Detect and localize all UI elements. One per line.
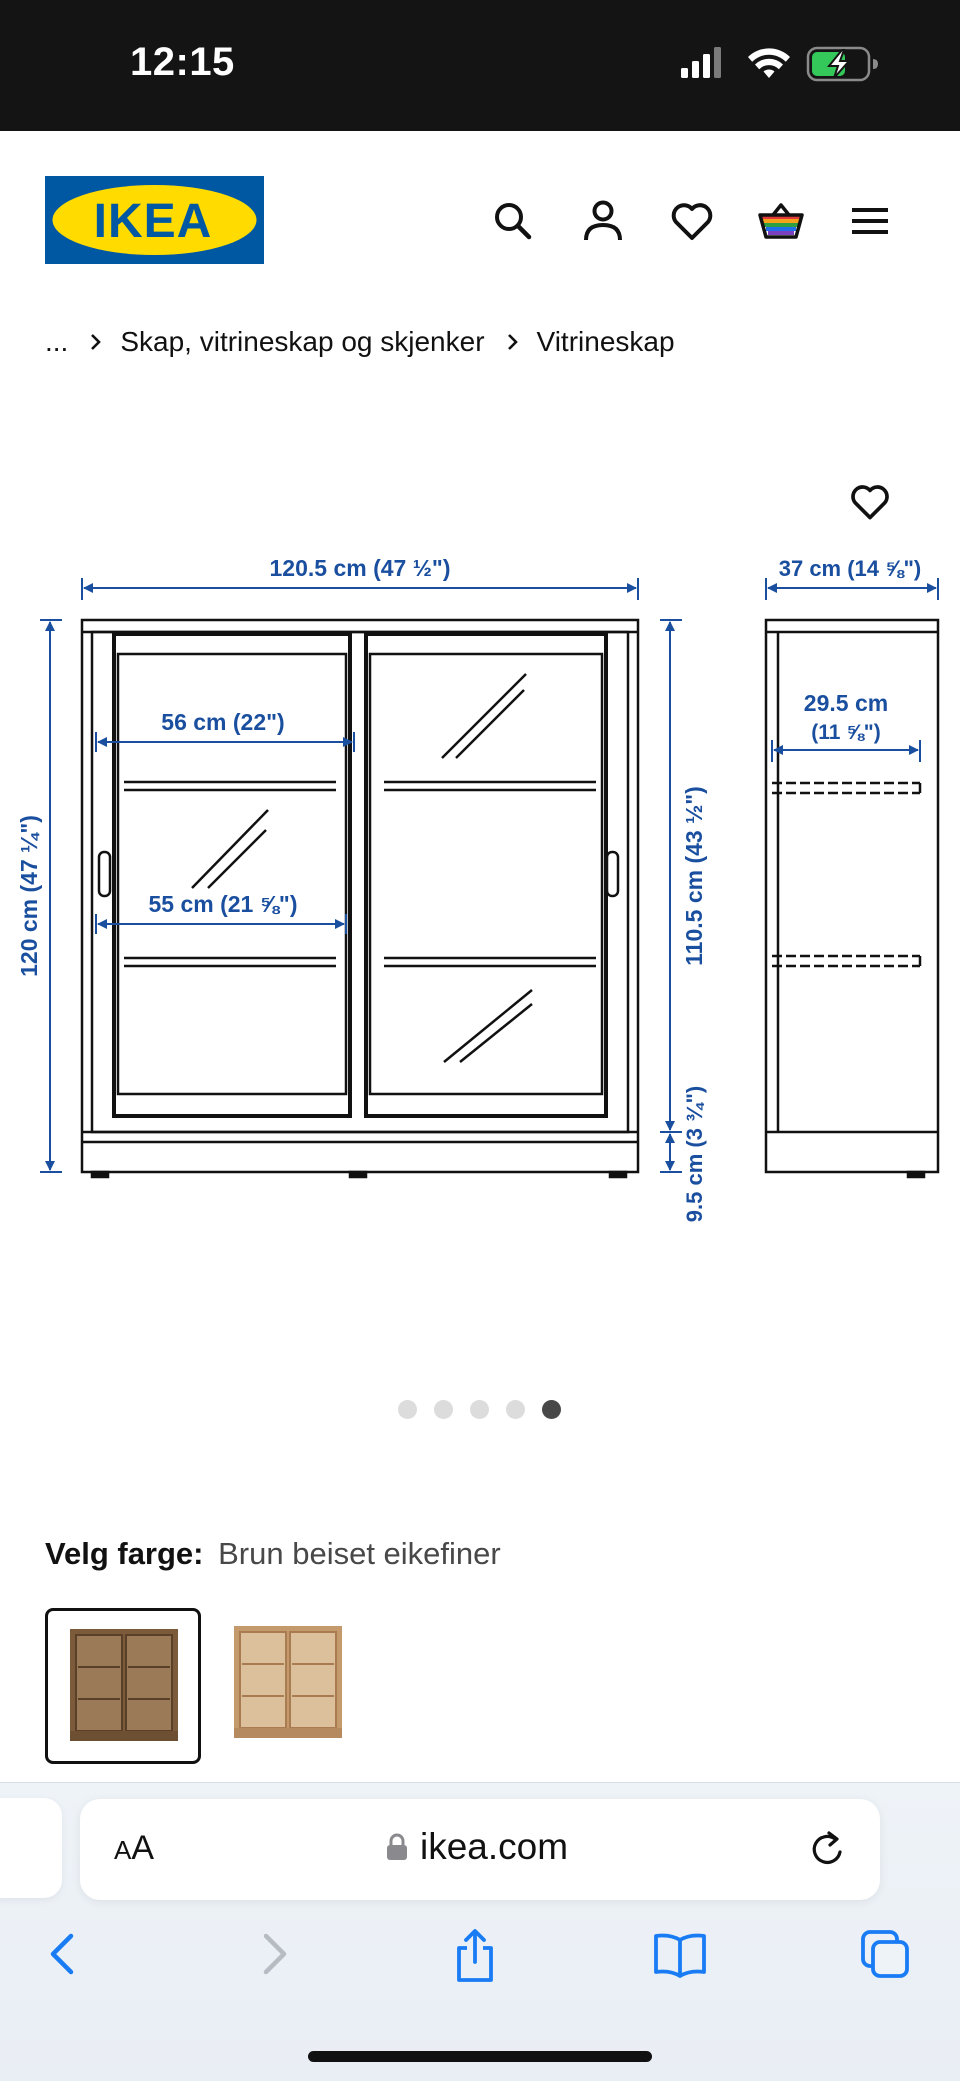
carousel-dot-active[interactable] (542, 1400, 561, 1419)
home-indicator (308, 2051, 652, 2062)
url-display[interactable] (386, 1826, 568, 1868)
previous-tab-card[interactable] (0, 1798, 62, 1898)
forward-icon[interactable] (247, 1928, 299, 1980)
dim-inner-height: 110.5 cm (43 ½") (681, 786, 707, 966)
search-icon[interactable] (488, 196, 538, 246)
battery-charging-icon (808, 48, 878, 80)
chevron-right-icon (507, 333, 519, 351)
back-icon[interactable] (38, 1928, 90, 1980)
dimension-lines (40, 578, 938, 1172)
lock-icon (386, 1833, 408, 1861)
dim-plinth-height: 9.5 cm (3 ¾") (682, 1085, 707, 1223)
dim-shelf-width-upper: 56 cm (22") (161, 709, 285, 735)
carousel-dot[interactable] (506, 1400, 525, 1419)
carousel-dot[interactable] (434, 1400, 453, 1419)
url-text: ikea.com (420, 1826, 569, 1867)
ikea-logo[interactable] (45, 176, 264, 264)
reader-options-button[interactable]: AA (114, 1829, 155, 1867)
breadcrumb-ellipsis[interactable]: ... (45, 326, 69, 357)
logo-text: IKEA (93, 195, 213, 248)
cellular-signal-icon (681, 47, 721, 78)
wishlist-icon[interactable] (667, 196, 717, 246)
breadcrumb-item-cabinets[interactable]: Skap, vitrineskap og skjenker (120, 326, 485, 357)
color-option-light-oak[interactable] (212, 1608, 368, 1764)
dim-shelf-width-lower: 55 cm (21 ⅝") (148, 891, 298, 917)
carousel-dot[interactable] (398, 1400, 417, 1419)
dim-depth: 37 cm (14 ⅝") (778, 556, 922, 581)
share-icon[interactable] (449, 1928, 501, 1980)
chevron-right-icon (90, 333, 102, 351)
color-selection (45, 1536, 501, 1572)
bookmarks-icon[interactable] (652, 1928, 704, 1980)
breadcrumb-item-display-cabinets[interactable]: Vitrineskap (536, 326, 675, 357)
status-bar (0, 0, 960, 131)
color-label: Velg farge: (45, 1536, 204, 1571)
color-option-brown-stained-oak[interactable] (45, 1608, 201, 1764)
cabinet-thumbnail-icon (232, 1624, 344, 1742)
dim-width: 120.5 cm (47 ½") (269, 555, 451, 581)
dim-inner-depth-imperial: (11 ⅝") (811, 721, 881, 744)
breadcrumb (45, 322, 675, 362)
product-dimension-image[interactable] (0, 540, 960, 1260)
cart-icon[interactable] (756, 196, 806, 246)
carousel-dot[interactable] (470, 1400, 489, 1419)
reload-icon[interactable] (807, 1828, 849, 1870)
tabs-icon[interactable] (859, 1928, 911, 1980)
menu-icon[interactable] (845, 196, 895, 246)
status-time: 12:15 (130, 40, 235, 84)
status-icons (680, 44, 880, 84)
dim-inner-depth: 29.5 cm (803, 690, 889, 716)
image-carousel-dots (398, 1400, 561, 1420)
address-bar[interactable] (80, 1799, 880, 1900)
wifi-icon (748, 48, 790, 78)
cabinet-thumbnail-icon (68, 1627, 180, 1745)
color-value: Brun beiset eikefiner (218, 1536, 501, 1571)
favorite-heart-icon[interactable] (847, 478, 893, 524)
dim-height: 120 cm (47 ¼") (16, 815, 42, 977)
account-icon[interactable] (578, 196, 628, 246)
